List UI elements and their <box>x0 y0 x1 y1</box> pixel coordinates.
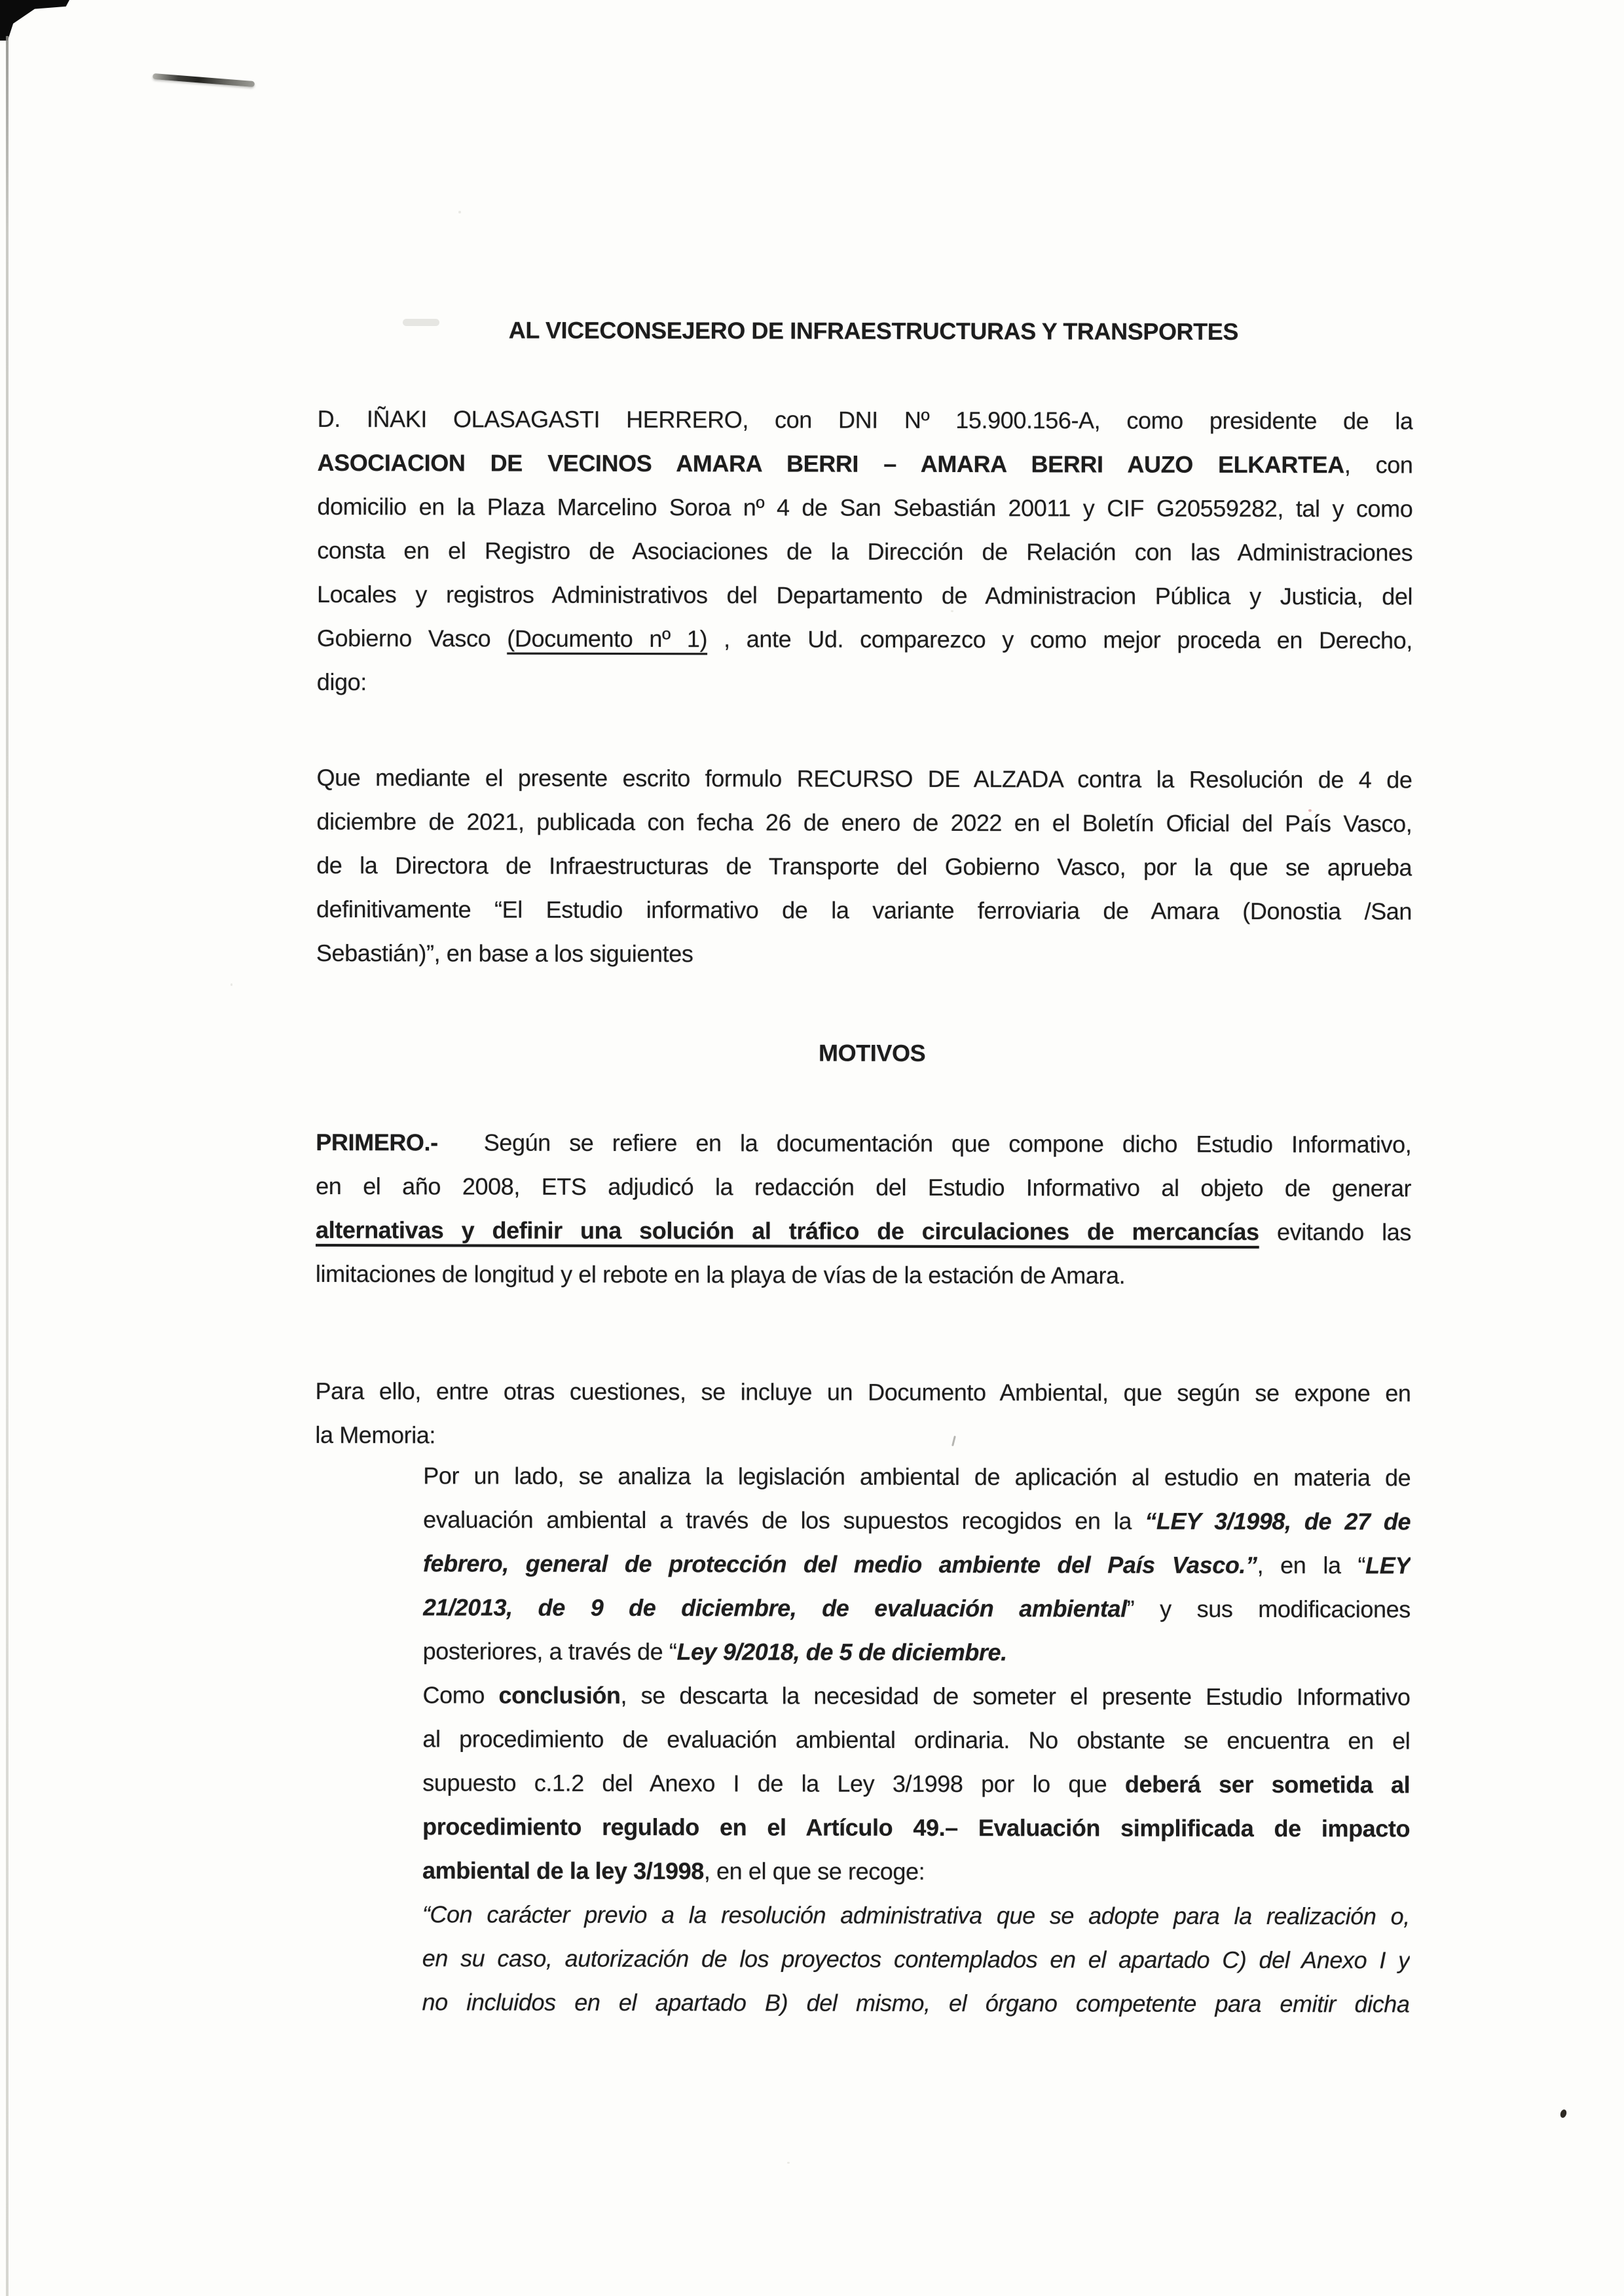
text-line <box>318 397 1413 443</box>
text-segment: evitando las <box>1259 1218 1412 1246</box>
text-segment: al procedimiento de evaluación ambiental ordinaria. No obstante se encuentra en el <box>422 1725 1411 1755</box>
text-segment: D. IÑAKI OLASAGASTI HERRERO, con DNI Nº 15.900.156-A, como presidente de la <box>317 405 1413 435</box>
paper-speck <box>458 211 461 213</box>
text-line <box>423 1629 1411 1675</box>
text-line <box>423 1453 1411 1499</box>
text-segment: la Memoria: <box>315 1421 436 1449</box>
para-ello-paragraph <box>315 1369 1411 1459</box>
text-segment: ” y sus modificaciones <box>1126 1595 1411 1623</box>
text-line <box>317 572 1412 619</box>
text-segment: consta en el Registro de Asociaciones de la Dirección de Relación con las Administraciones <box>317 536 1413 566</box>
text-segment: AL VICECONSEJERO DE INFRAESTRUCTURAS Y TRANSPORTES <box>508 316 1239 345</box>
text-segment: , ante Ud. comparezco y como mejor proceda en Derecho, <box>707 625 1412 654</box>
text-segment: digo: <box>316 668 367 696</box>
recurso-paragraph <box>316 756 1412 977</box>
text-line <box>423 1541 1411 1587</box>
text-line <box>316 1252 1411 1298</box>
pen-mark-artifact <box>153 73 255 87</box>
text-segment: , con <box>1344 451 1413 479</box>
text-line <box>317 616 1412 663</box>
text-segment: Locales y registros Administrativos del Departamento de Administracion Pública y Justicia, del <box>317 580 1413 610</box>
text-segment: PRIMERO.- <box>316 1128 438 1156</box>
text-line <box>316 1164 1411 1211</box>
text-segment: Que mediante el presente escrito formulo RECURSO DE ALZADA contra la Resolución de 4 de <box>316 763 1412 793</box>
text-segment: , en la “ <box>1257 1552 1366 1579</box>
applicant-paragraph <box>317 397 1413 706</box>
text-segment: Como <box>422 1681 499 1709</box>
text-segment: conclusión <box>498 1681 621 1709</box>
text-line <box>422 1980 1410 2026</box>
text-segment: procedimiento regulado en el Artículo 49.– Evaluación simplificada de impacto <box>422 1813 1411 1842</box>
text-line <box>316 1120 1411 1167</box>
text-line <box>315 1413 1411 1459</box>
text-segment: Para ello, entre otras cuestiones, se incluye un Documento Ambiental, que según se expone en <box>315 1377 1411 1407</box>
paper-edge-shadow <box>6 36 9 2296</box>
text-segment: de la Directora de Infraestructuras de Transporte del Gobierno Vasco, por la que se aprueba <box>316 851 1412 881</box>
text-segment: febrero, general de protección del medio ambiente del País Vasco.” <box>422 1550 1257 1579</box>
text-line <box>317 441 1412 487</box>
motivos-heading <box>316 1030 1412 1076</box>
scan-corner-artifact <box>0 0 69 41</box>
addressee-heading <box>318 308 1413 354</box>
text-line <box>423 1585 1411 1631</box>
text-segment: (Documento nº 1) <box>507 625 708 653</box>
text-segment: alternativas y definir una solución al tráfico de circulaciones de mercancías <box>316 1216 1259 1246</box>
text-segment: no incluidos en el apartado B) del mismo, el órgano competente para emitir dicha <box>422 1988 1410 2018</box>
document-content <box>314 308 1413 2026</box>
text-line <box>422 1673 1410 1719</box>
text-segment: “LEY 3/1998, de 27 de <box>1145 1507 1411 1535</box>
text-segment: en el año 2008, ETS adjudicó la redacción del Estudio Informativo al objeto de generar <box>316 1172 1412 1202</box>
text-line <box>315 1369 1411 1415</box>
documento-ambiental-block <box>422 1453 1411 2026</box>
text-segment: en su caso, autorización de los proyectos contemplados en el apartado C) del Anexo I y <box>422 1944 1410 1974</box>
text-line <box>422 1760 1410 1806</box>
ink-dot-artifact <box>1559 2109 1568 2119</box>
paper-speck <box>787 2162 790 2164</box>
text-segment: Según se refiere en la documentación que compone dicho Estudio Informativo, <box>483 1129 1412 1158</box>
text-segment: limitaciones de longitud y el rebote en la playa de vías de la estación de Amara. <box>315 1260 1126 1289</box>
text-line <box>317 660 1412 706</box>
text-line <box>316 1030 1412 1076</box>
text-segment: deberá ser sometida al <box>1124 1770 1411 1798</box>
text-line <box>422 1936 1410 1982</box>
text-segment: “Con carácter previo a la resolución administrativa que se adopte para la realización o, <box>422 1901 1410 1930</box>
text-segment: evaluación ambiental a través de los supuestos recogidos en la <box>423 1506 1145 1535</box>
text-line <box>316 843 1412 890</box>
text-line <box>317 528 1412 575</box>
text-line <box>422 1892 1410 1938</box>
text-segment: ASOCIACION DE VECINOS AMARA BERRI – AMARA BERRI AUZO ELKARTEA <box>317 448 1344 479</box>
text-segment: domicilio en la Plaza Marcelino Soroa nº 4 de San Sebastián 20011 y CIF G20559282, tal y como <box>317 492 1413 522</box>
primero-paragraph <box>316 1120 1412 1298</box>
text-line <box>316 1208 1411 1254</box>
text-line <box>422 1848 1410 1894</box>
text-segment: MOTIVOS <box>818 1039 926 1066</box>
text-segment: , se descarta la necesidad de someter el presente Estudio Informativo <box>620 1681 1411 1711</box>
text-segment: Por un lado, se analiza la legislación ambiental de aplicación al estudio en materia de <box>423 1462 1411 1491</box>
text-segment: , en el que se recoge: <box>703 1857 925 1885</box>
text-segment: posteriores, a través de “ <box>422 1637 677 1666</box>
text-segment: 21/2013, de 9 de diciembre, de evaluación ambiental <box>422 1594 1127 1622</box>
paper-speck <box>231 983 232 986</box>
text-line <box>318 308 1413 354</box>
text-segment: LEY <box>1365 1552 1411 1579</box>
text-line <box>317 484 1412 531</box>
text-segment: definitivamente “El Estudio informativo de la variante ferroviaria de Amara (Donostia /San <box>316 895 1412 925</box>
text-line <box>316 756 1412 802</box>
text-line <box>316 931 1412 977</box>
text-segment: ambiental de la ley 3/1998 <box>422 1857 704 1885</box>
text-line <box>422 1804 1410 1850</box>
text-segment: supuesto c.1.2 del Anexo I de la Ley 3/1998 por lo que <box>422 1769 1125 1798</box>
text-segment: diciembre de 2021, publicada con fecha 26 de enero de 2022 en el Boletín Oficial del País Vasco, <box>316 807 1412 837</box>
text-segment: Ley 9/2018, de 5 de diciembre. <box>676 1638 1007 1666</box>
text-segment: Gobierno Vasco <box>316 624 507 652</box>
text-line <box>422 1717 1410 1762</box>
text-segment: Sebastián)”, en base a los siguientes <box>316 939 693 968</box>
text-line <box>423 1497 1411 1543</box>
text-line <box>316 887 1412 934</box>
text-line <box>316 799 1412 846</box>
